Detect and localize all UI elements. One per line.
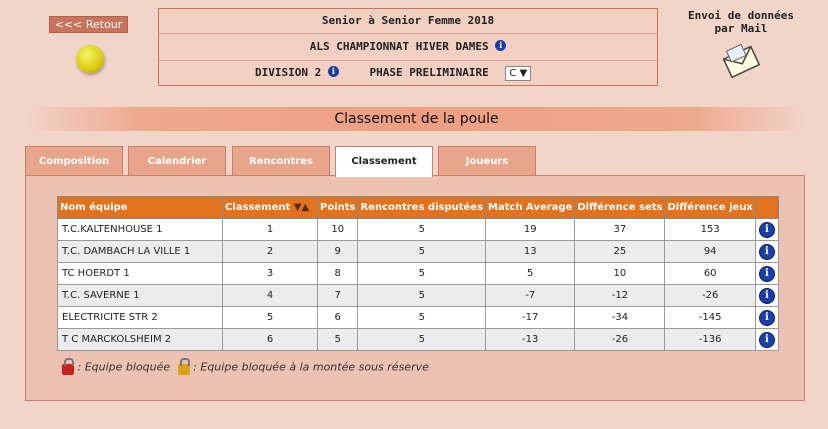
team-game-difference: 153 bbox=[665, 219, 755, 241]
championship-name: ALS CHAMPIONNAT HIVER DAMES bbox=[309, 40, 489, 53]
phase-select[interactable]: C ▼ bbox=[505, 66, 531, 81]
legend-locked-promotion-label: : Equipe bloquée à la montée sous réserve bbox=[193, 360, 429, 374]
team-points: 9 bbox=[318, 241, 358, 263]
tab-rencontres[interactable]: Rencontres bbox=[232, 146, 330, 176]
team-matches-played: 5 bbox=[358, 241, 486, 263]
team-game-difference: 60 bbox=[665, 263, 755, 285]
team-set-difference: -34 bbox=[575, 307, 665, 329]
mail-send-label bbox=[680, 9, 802, 35]
col-difference-sets[interactable]: Différence sets bbox=[575, 197, 665, 219]
team-game-difference: -136 bbox=[665, 329, 755, 351]
team-matches-played: 5 bbox=[358, 285, 486, 307]
team-rank: 3 bbox=[223, 263, 318, 285]
table-row bbox=[58, 285, 779, 307]
division-info-icon[interactable]: i bbox=[328, 66, 339, 77]
team-name: T C MARCKOLSHEIM 2 bbox=[58, 329, 223, 351]
red-lock-icon bbox=[62, 364, 74, 375]
col-classement[interactable] bbox=[223, 197, 318, 219]
col-classement-label: Classement bbox=[225, 202, 291, 213]
championship-info-icon[interactable]: i bbox=[495, 40, 506, 51]
col-difference-jeux[interactable]: Différence jeux bbox=[665, 197, 755, 219]
team-match-average: -13 bbox=[486, 329, 575, 351]
team-info-cell bbox=[755, 285, 778, 307]
tab-composition[interactable]: Composition bbox=[25, 146, 123, 176]
table-row bbox=[58, 329, 779, 351]
legend bbox=[62, 360, 429, 375]
tab-joueurs[interactable]: Joueurs bbox=[438, 146, 536, 176]
tennis-ball-icon bbox=[76, 45, 104, 73]
team-match-average: -17 bbox=[486, 307, 575, 329]
col-info bbox=[755, 197, 778, 219]
team-match-average: 5 bbox=[486, 263, 575, 285]
team-game-difference: 94 bbox=[665, 241, 755, 263]
team-match-average: 19 bbox=[486, 219, 575, 241]
team-points: 5 bbox=[318, 329, 358, 351]
team-points: 10 bbox=[318, 219, 358, 241]
page-title: Classement de la poule bbox=[25, 107, 808, 131]
team-match-average: 13 bbox=[486, 241, 575, 263]
team-set-difference: 37 bbox=[575, 219, 665, 241]
back-button[interactable]: <<< Retour bbox=[49, 16, 128, 33]
division-label: DIVISION 2 bbox=[255, 66, 322, 79]
team-points: 7 bbox=[318, 285, 358, 307]
competition-title: Senior à Senior Femme 2018 bbox=[321, 14, 495, 27]
team-info-cell bbox=[755, 241, 778, 263]
team-rank: 2 bbox=[223, 241, 318, 263]
phase-label: PHASE PRELIMINAIRE bbox=[369, 66, 489, 79]
table-row bbox=[58, 241, 779, 263]
mail-label-line1: Envoi de données bbox=[688, 9, 794, 22]
col-nom-equipe[interactable]: Nom équipe bbox=[58, 197, 223, 219]
team-set-difference: 10 bbox=[575, 263, 665, 285]
team-set-difference: -26 bbox=[575, 329, 665, 351]
table-header-row bbox=[58, 197, 779, 219]
col-match-average[interactable]: Match Average bbox=[486, 197, 575, 219]
gold-lock-icon bbox=[178, 364, 190, 375]
table-row bbox=[58, 263, 779, 285]
team-rank: 1 bbox=[223, 219, 318, 241]
col-rencontres-disputees[interactable]: Rencontres disputées bbox=[358, 197, 486, 219]
team-info-icon[interactable]: i bbox=[759, 266, 775, 282]
sort-arrows-icon[interactable]: ▼▲ bbox=[293, 202, 310, 213]
team-info-icon[interactable]: i bbox=[759, 288, 775, 304]
team-info-cell bbox=[755, 263, 778, 285]
team-info-icon[interactable]: i bbox=[759, 310, 775, 326]
team-name: T.C.KALTENHOUSE 1 bbox=[58, 219, 223, 241]
team-set-difference: 25 bbox=[575, 241, 665, 263]
team-set-difference: -12 bbox=[575, 285, 665, 307]
division-line bbox=[159, 66, 753, 81]
team-info-cell bbox=[755, 307, 778, 329]
competition-info-box bbox=[158, 8, 658, 86]
team-points: 8 bbox=[318, 263, 358, 285]
team-points: 6 bbox=[318, 307, 358, 329]
team-rank: 5 bbox=[223, 307, 318, 329]
envelope-icon[interactable] bbox=[722, 42, 760, 84]
team-game-difference: -26 bbox=[665, 285, 755, 307]
tab-classement[interactable]: Classement bbox=[335, 146, 433, 177]
team-info-icon[interactable]: i bbox=[759, 222, 775, 238]
team-match-average: -7 bbox=[486, 285, 575, 307]
team-info-cell bbox=[755, 329, 778, 351]
team-info-icon[interactable]: i bbox=[759, 244, 775, 260]
team-matches-played: 5 bbox=[358, 263, 486, 285]
ranking-table bbox=[57, 196, 779, 351]
col-points[interactable]: Points bbox=[318, 197, 358, 219]
team-matches-played: 5 bbox=[358, 219, 486, 241]
team-name: T.C. SAVERNE 1 bbox=[58, 285, 223, 307]
mail-label-line2: par Mail bbox=[714, 22, 768, 35]
team-info-cell bbox=[755, 219, 778, 241]
team-game-difference: -145 bbox=[665, 307, 755, 329]
tab-calendrier[interactable]: Calendrier bbox=[128, 146, 226, 176]
championship-line bbox=[159, 40, 657, 53]
team-name: ELECTRICITE STR 2 bbox=[58, 307, 223, 329]
table-row bbox=[58, 219, 779, 241]
legend-locked-label: : Equipe bloquée bbox=[77, 360, 171, 374]
team-rank: 6 bbox=[223, 329, 318, 351]
team-rank: 4 bbox=[223, 285, 318, 307]
team-matches-played: 5 bbox=[358, 307, 486, 329]
team-info-icon[interactable]: i bbox=[759, 332, 775, 348]
team-name: TC HOERDT 1 bbox=[58, 263, 223, 285]
team-matches-played: 5 bbox=[358, 329, 486, 351]
table-row bbox=[58, 307, 779, 329]
team-name: T.C. DAMBACH LA VILLE 1 bbox=[58, 241, 223, 263]
